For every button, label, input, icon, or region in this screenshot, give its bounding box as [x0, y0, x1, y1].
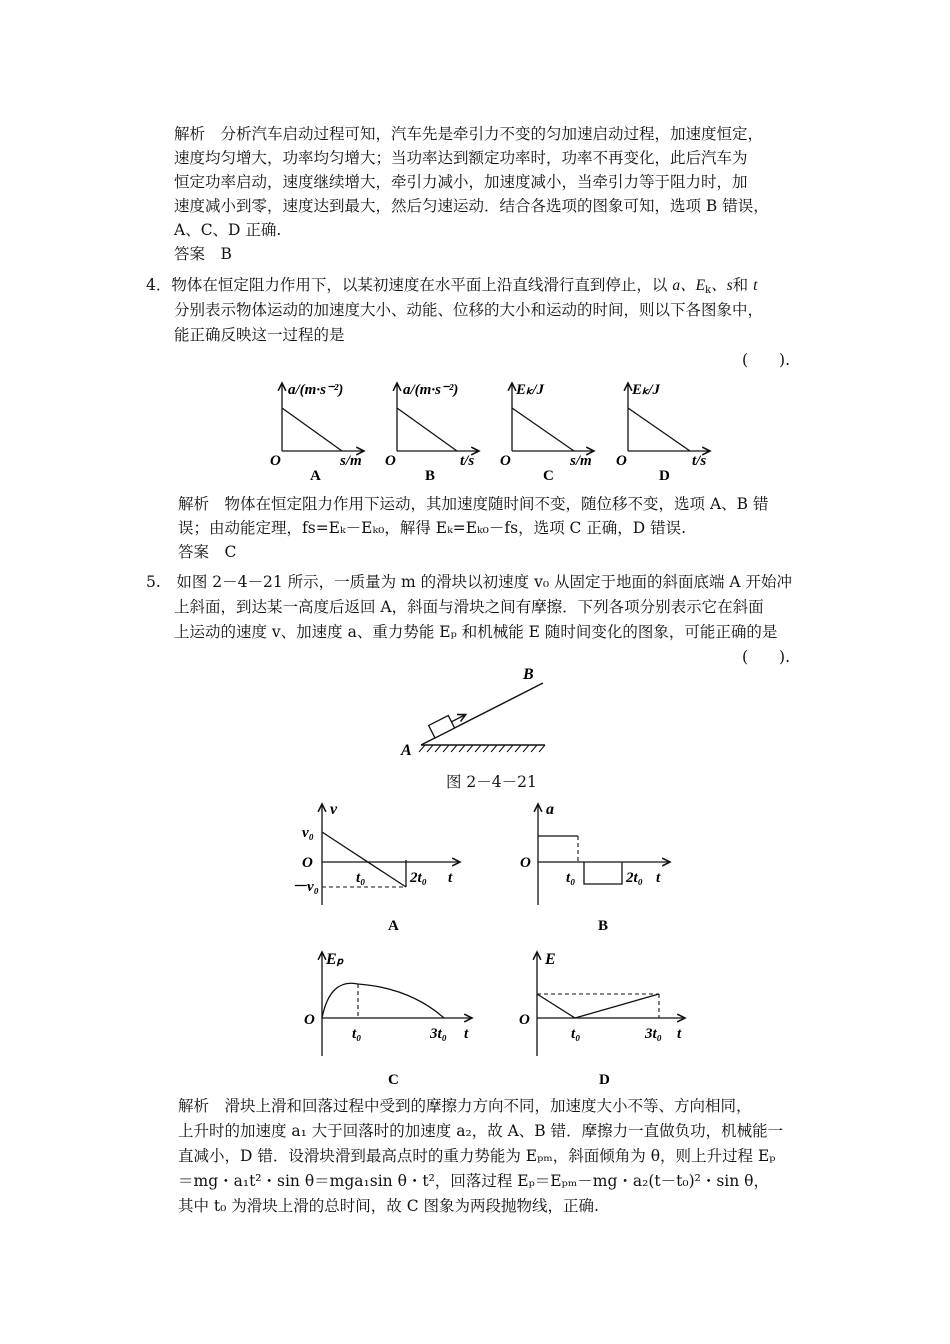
q5-b-y: a: [546, 801, 554, 818]
q3-text-1: 分析汽车启动过程可知，汽车先是牵引力不变的匀加速启动过程，加速度恒定，: [220, 125, 764, 143]
q3-analysis-line-4: 速度减小到零，速度达到最大，然后匀速运动．结合各选项的图象可知，选项 B 错误，: [174, 197, 769, 215]
q4-line-1: [146, 275, 757, 301]
q3-answer-value: B: [220, 245, 232, 263]
q5-analysis-label: 解析: [178, 1097, 210, 1115]
q3-analysis-line-5: A、C、D 正确.: [174, 221, 282, 239]
q5-a-v0: v₀: [302, 825, 314, 841]
q4-bracket: ( ).: [742, 351, 791, 369]
q5-a-o: O: [302, 855, 313, 871]
q5-d-o: O: [519, 1012, 530, 1028]
q4-analysis-label: 解析: [178, 495, 210, 513]
q4-and: 和: [732, 276, 749, 294]
q5-graph-c: [300, 948, 480, 1098]
q5-d-t3: 3t₀: [645, 1026, 662, 1042]
q4-graph-c: [500, 382, 594, 484]
q5-a-neg-v0: －v₀: [292, 879, 319, 895]
q5-a-t0: t₀: [356, 870, 366, 886]
q5-analysis-line-4: ＝mg・a₁t²・sin θ＝mga₁sin θ・t²，回落过程 Eₚ＝Eₚₘ－mg・a₂(t－t₀)²・sin θ，: [178, 1172, 770, 1190]
q5-b-t: t: [656, 870, 661, 886]
q4-answer-value: C: [224, 543, 237, 561]
q3-answer: [174, 244, 232, 264]
q5-d-option: D: [599, 1072, 610, 1088]
q4-analysis-line-2: 误；由动能定理，fs=Eₖ－Eₖ₀，解得 Eₖ=Eₖ₀－fs，选项 C 正确，D 错误.: [178, 519, 687, 537]
q4-analysis-text-1: 物体在恒定阻力作用下运动，其加速度随时间不变，随位移不变，选项 A、B 错: [224, 495, 769, 513]
q5-c-t0: t₀: [352, 1026, 362, 1042]
q4-c-ylabel: Eₖ/J: [516, 382, 545, 398]
q5-c-t3: 3t₀: [430, 1026, 447, 1042]
q5-b-o: O: [520, 855, 531, 871]
q5-line-3: 上运动的速度 v、加速度 a、重力势能 Eₚ 和机械能 E 随时间变化的图象，可能正确的是: [174, 623, 778, 641]
q4-a-option: A: [310, 468, 321, 484]
q5-d-t: t: [677, 1026, 682, 1042]
q4-d-option: D: [659, 468, 670, 484]
q5-c-y: Eₚ: [326, 951, 344, 968]
q4-b-option: B: [425, 468, 436, 484]
q4-a-xlabel: s/m: [340, 453, 362, 469]
q3-analysis-line-2: 速度均匀增大，功率均匀增大；当功率达到额定功率时，功率不再变化，此后汽车为: [174, 149, 748, 167]
q4-line-3: 能正确反映这一过程的是: [174, 326, 345, 344]
q5-a-y: v: [330, 801, 338, 818]
q5-graph-a: [290, 800, 470, 940]
q4-c-origin: O: [500, 453, 511, 469]
q4-b-ylabel: a/(m·s⁻²): [403, 382, 459, 398]
q5-b-t2: 2t₀: [626, 870, 643, 886]
q5-c-option: C: [388, 1072, 399, 1088]
q4-var-s: 、s: [711, 277, 733, 294]
q5-line-2: 上斜面，到达某一高度后返回 A，斜面与滑块之间有摩擦．下列各项分别表示它在斜面: [174, 598, 764, 616]
q4-a-ylabel: a/(m·s⁻²): [288, 382, 344, 398]
q5-bracket: ( ).: [742, 648, 791, 666]
incline-caption: 图 2－4－21: [446, 773, 537, 791]
q4-var-t: t: [753, 277, 758, 294]
q4-stem-1: 物体在恒定阻力作用下，以某初速度在水平面上沿直线滑行直到停止，以: [171, 276, 668, 294]
q5-d-y: E: [545, 951, 556, 968]
q4-a-origin: O: [270, 453, 281, 469]
q4-d-origin: O: [616, 453, 627, 469]
q4-line-2: 分别表示物体运动的加速度大小、动能、位移的大小和运动的时间，则以下各图象中，: [174, 301, 764, 319]
q5-stem-1: 如图 2－4－21 所示，一质量为 m 的滑块以初速度 v₀ 从固定于地面的斜面底端 A 开始冲: [176, 573, 793, 591]
q4-var-a: a、E: [672, 277, 706, 294]
q5-c-o: O: [304, 1012, 315, 1028]
q3-answer-label: 答案: [174, 245, 206, 263]
q4-b-xlabel: t/s: [460, 453, 475, 469]
q5-analysis-text-1: 滑块上滑和回落过程中受到的摩擦力方向不同，加速度大小不等、方向相同，: [224, 1097, 752, 1115]
q5-d-t0: t₀: [571, 1026, 581, 1042]
q4-d-ylabel: Eₖ/J: [632, 382, 661, 398]
q3-analysis-line-3: 恒定功率启动，速度继续增大，牵引力减小，加速度减小，当牵引力等于阻力时，加: [174, 173, 748, 191]
q4-c-option: C: [543, 468, 554, 484]
q5-graph-d: [515, 948, 695, 1098]
q5-a-t2: 2t₀: [410, 870, 427, 886]
q4-answer: [178, 542, 236, 562]
q5-a-option: A: [388, 918, 399, 934]
q5-b-option: B: [598, 918, 609, 934]
q4-graphs: [264, 378, 764, 488]
incline-label-a: A: [401, 742, 412, 759]
q4-b-origin: O: [385, 453, 396, 469]
q4-var-k: k: [705, 285, 712, 296]
q4-d-xlabel: t/s: [692, 453, 707, 469]
q4-graph-d: [616, 382, 710, 484]
q5-analysis-line-5: 其中 t₀ 为滑块上滑的总时间，故 C 图象为两段抛物线，正确.: [178, 1197, 599, 1215]
q4-number: 4．: [146, 276, 172, 294]
q4-graph-b: [385, 382, 479, 484]
q5-graph-b: [510, 800, 690, 940]
q5-b-t0: t₀: [566, 870, 576, 886]
q4-c-xlabel: s/m: [570, 453, 592, 469]
q4-answer-label: 答案: [178, 543, 210, 561]
q5-analysis-line-2: 上升时的加速度 a₁ 大于回落时的加速度 a₂，故 A、B 错．摩擦力一直做负功，机械能一: [178, 1122, 784, 1140]
q5-analysis-line-3: 直减小，D 错．设滑块滑到最高点时的重力势能为 Eₚₘ，斜面倾角为 θ，则上升过程 Eₚ: [178, 1147, 776, 1165]
q5-line-1: [146, 572, 792, 592]
q3-analysis-line-1: [174, 124, 763, 144]
q4-analysis-line-1: [178, 494, 768, 514]
q5-number: 5.: [146, 573, 161, 591]
q5-analysis-line-1: [178, 1096, 752, 1116]
incline-label-b: B: [523, 666, 534, 683]
q4-graph-a: [270, 382, 364, 484]
q5-c-t: t: [464, 1026, 469, 1042]
q5-a-t: t: [448, 870, 453, 886]
q3-analysis-label: 解析: [174, 125, 206, 143]
